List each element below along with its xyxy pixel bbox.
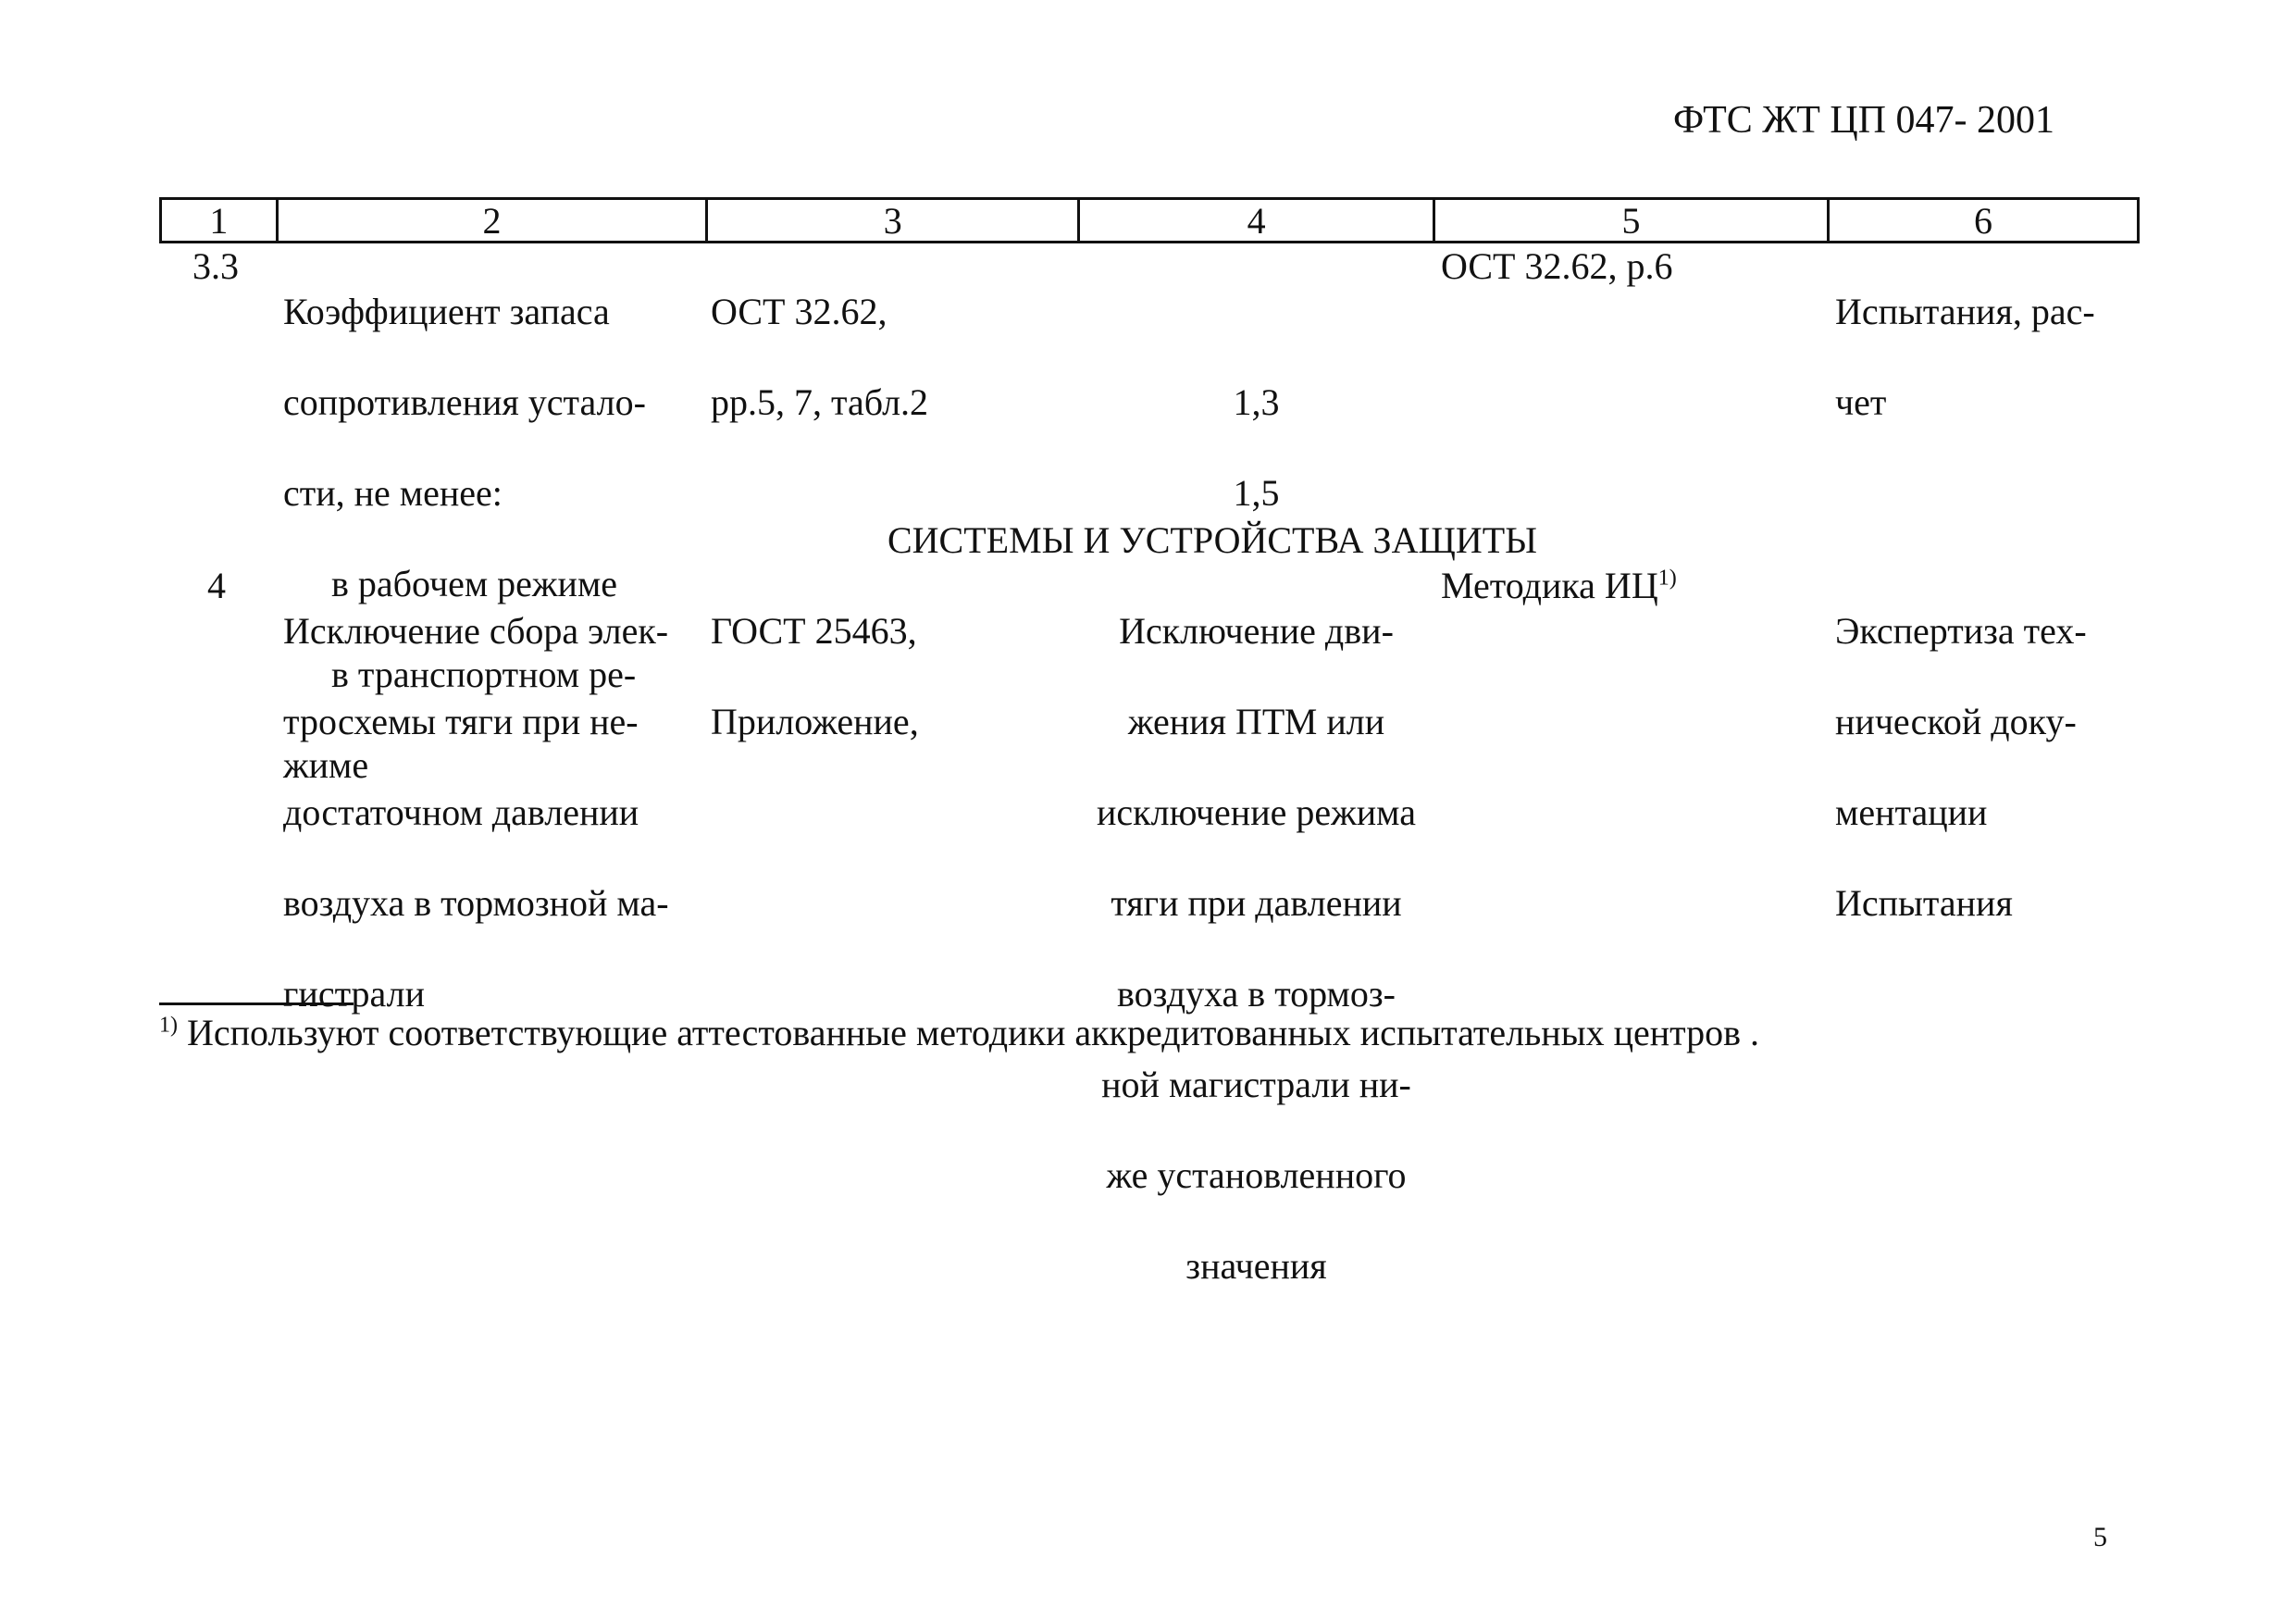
- row-4-value: [1078, 563, 1434, 1334]
- row-4-method-footnote-marker: 1): [1657, 566, 1677, 591]
- row-4-description-line-1: Исключение сбора элек-: [283, 610, 669, 652]
- column-header-6: 6: [1973, 200, 1992, 242]
- column-header-5: 5: [1435, 200, 1830, 241]
- document-code: ФТС ЖТ ЦП 047- 2001: [1672, 99, 2054, 142]
- row-4-requirement: [711, 563, 1072, 790]
- page-number: 5: [2093, 1522, 2107, 1552]
- footnote-separator: [159, 1003, 354, 1005]
- row-3-3-description-line-3: сти, не менее:: [283, 472, 503, 514]
- row-3-3-requirement-line-1: ОСТ 32.62,: [711, 291, 887, 332]
- row-4-value-line-2: жения ПТМ или: [1127, 701, 1385, 742]
- row-4-description: [283, 563, 718, 1062]
- row-3-3-method: ОСТ 32.62, р.6: [1441, 245, 1673, 287]
- footnote-text: Используют соответствующие аттестованные методики аккредитованных испытательных центров .: [178, 1012, 1759, 1053]
- row-4-control-line-4: Испытания: [1835, 882, 2013, 924]
- row-4-requirement-line-1: ГОСТ 25463,: [711, 610, 917, 652]
- row-3-3-control-line-1: Испытания, рас-: [1835, 291, 2095, 332]
- row-4-description-line-5: гистрали: [283, 973, 426, 1015]
- row-4-control: [1835, 563, 2131, 971]
- row-4-value-line-1: Исключение дви-: [1119, 610, 1394, 652]
- column-header-1: 1: [162, 200, 279, 241]
- row-3-3-control-line-2: чет: [1835, 381, 1887, 423]
- row-3-3-description-line-2: сопротивления устало-: [283, 381, 646, 423]
- row-4-requirement-line-2: Приложение,: [711, 701, 919, 742]
- row-4-value-line-5: воздуха в тормоз-: [1117, 973, 1396, 1015]
- row-3-3-transport-mode-label: в транспортном ре-: [331, 654, 637, 695]
- row-3-3-transport-mode-label-tail: жиме: [283, 744, 369, 786]
- row-3-3-control: [1835, 243, 2131, 470]
- footnote-marker: 1): [159, 1013, 178, 1038]
- section-title: СИСТЕМЫ И УСТРОЙСТВА ЗАЩИТЫ: [887, 519, 1538, 561]
- row-4-value-line-6: ной магистрали ни-: [1101, 1064, 1411, 1105]
- row-4-control-line-1: Экспертиза тех-: [1835, 610, 2087, 652]
- table-header-row: [159, 197, 2140, 243]
- row-4-description-line-3: достаточном давлении: [283, 791, 639, 833]
- row-4-description-line-4: воздуха в тормозной ма-: [283, 882, 669, 924]
- row-4-control-line-3: ментации: [1835, 791, 1988, 833]
- row-4-description-line-2: тросхемы тяги при не-: [283, 701, 639, 742]
- row-3-3-description-line-1: Коэффициент запаса: [283, 291, 610, 332]
- row-3-3-requirement: [711, 243, 1072, 470]
- row-4-value-line-3: исключение режима: [1097, 791, 1416, 833]
- row-4-number: 4: [207, 565, 226, 606]
- row-4-control-line-2: нической доку-: [1835, 701, 2077, 742]
- row-3-3-number: 3.3: [192, 245, 239, 287]
- row-4-value-line-8: значения: [1185, 1245, 1327, 1287]
- row-4-value-line-7: же установленного: [1106, 1154, 1407, 1196]
- row-4-method: [1441, 563, 1830, 608]
- column-header-2: 2: [279, 200, 709, 241]
- footnote: [159, 1010, 1759, 1056]
- row-3-3-requirement-line-2: рр.5, 7, табл.2: [711, 381, 929, 423]
- row-4-value-line-4: тяги при давлении: [1111, 882, 1402, 924]
- column-header-3: 3: [708, 200, 1080, 241]
- row-3-3-working-mode-label: в рабочем режиме: [331, 563, 618, 604]
- row-3-3-value-working: 1,3: [1233, 381, 1280, 423]
- column-header-4: 4: [1080, 200, 1435, 241]
- row-3-3-value-transport: 1,5: [1233, 472, 1280, 514]
- row-4-method-text: Методика ИЦ: [1441, 565, 1658, 606]
